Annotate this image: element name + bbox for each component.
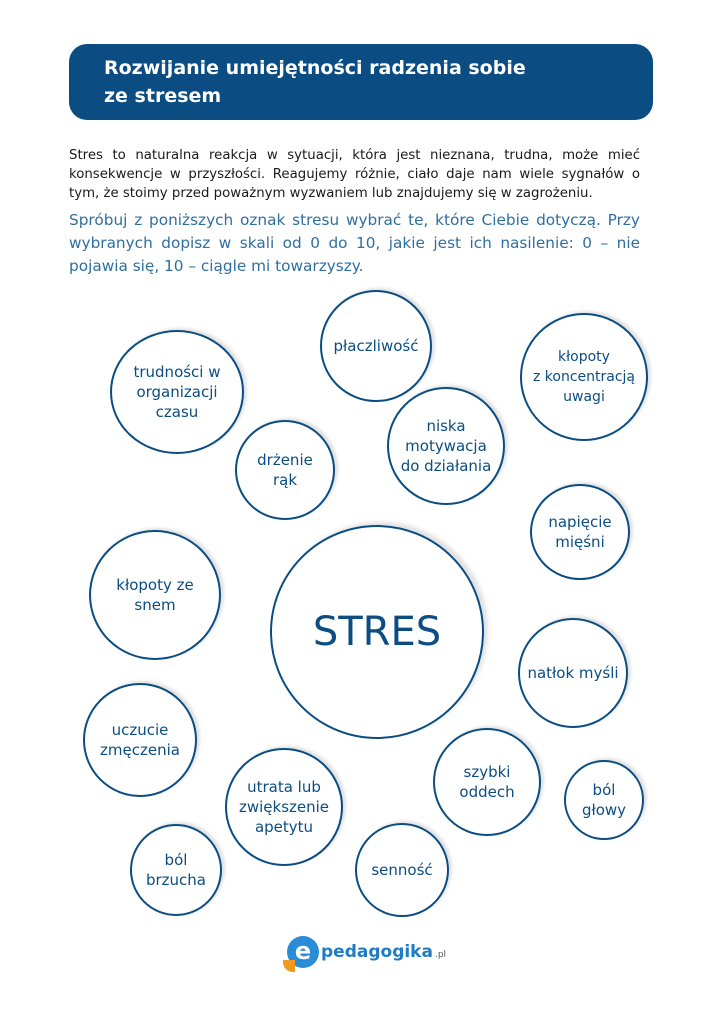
bubble-placzliwosc — [320, 290, 432, 402]
bubble-niska-motywacja — [387, 387, 505, 505]
bubble-label: ból głowy — [581, 781, 627, 819]
bubble-label: trudności w organizacji czasu — [133, 363, 221, 421]
bubble-klopoty-sen — [89, 530, 221, 660]
bubble-label: senność — [371, 861, 433, 879]
bubble-label: płaczliwość — [333, 337, 419, 355]
bubble-drzenie-rak — [235, 420, 335, 520]
instruction-paragraph: Spróbuj z poniższych oznak stresu wybrać te, które Ciebie dotyczą. Przy wybranych dopisz w skali od 0 do 10, jakie jest ich nasilenie: 0 – nie pojawia się, 10 – ciągle mi towarzyszy. — [69, 211, 640, 275]
bubble-natlok-mysli — [518, 618, 628, 728]
intro-paragraph: Stres to naturalna reakcja w sytuacji, która jest nieznana, trudna, może mieć konsekwencje w przyszłości. Reagujemy różnie, ciało daje nam wiele sygnałów o tym, że stoimy przed poważnym wyzwaniem lub znajdujemy się w zagrożeniu. — [69, 148, 640, 201]
logo-wordmark: pedagogika — [321, 942, 433, 962]
center-label: STRES — [312, 609, 442, 655]
bubble-label: uczucie zmęczenia — [100, 721, 180, 759]
bubble-label: niska motywacja do działania — [400, 417, 492, 475]
page-title: Rozwijanie umiejętności radzenia sobie ze stresem — [104, 57, 526, 107]
bubble-szybki-oddech — [433, 728, 541, 836]
bubble-label: ból brzucha — [145, 851, 206, 889]
bubble-utrata-apetytu — [225, 748, 343, 866]
epedagogika-logo[interactable] — [287, 932, 447, 972]
title-banner — [69, 44, 653, 120]
bubble-label: kłopoty z koncentracją uwagi — [532, 349, 636, 405]
bubble-trudnosci-organizacja — [110, 330, 244, 454]
bubble-label: kłopoty ze snem — [116, 576, 194, 614]
logo-suffix: .pl — [434, 950, 447, 960]
bubble-klopoty-koncentracja — [520, 313, 648, 441]
bubble-label: natłok myśli — [527, 664, 619, 682]
bubble-sennosc — [355, 823, 449, 917]
bubble-label: napięcie mięśni — [548, 513, 612, 551]
bubble-bol-glowy — [564, 760, 644, 840]
bubble-label: szybki oddech — [459, 763, 515, 801]
bubble-center-stres — [270, 525, 484, 739]
bubble-label: drżenie rąk — [257, 451, 313, 489]
logo-e-icon: e — [287, 936, 319, 968]
bubble-napiecie-miesni — [530, 484, 630, 580]
bubble-bol-brzucha — [130, 824, 222, 916]
bubble-uczucie-zmeczenia — [83, 683, 197, 797]
bubble-label: utrata lub zwiększenie apetytu — [238, 778, 330, 836]
